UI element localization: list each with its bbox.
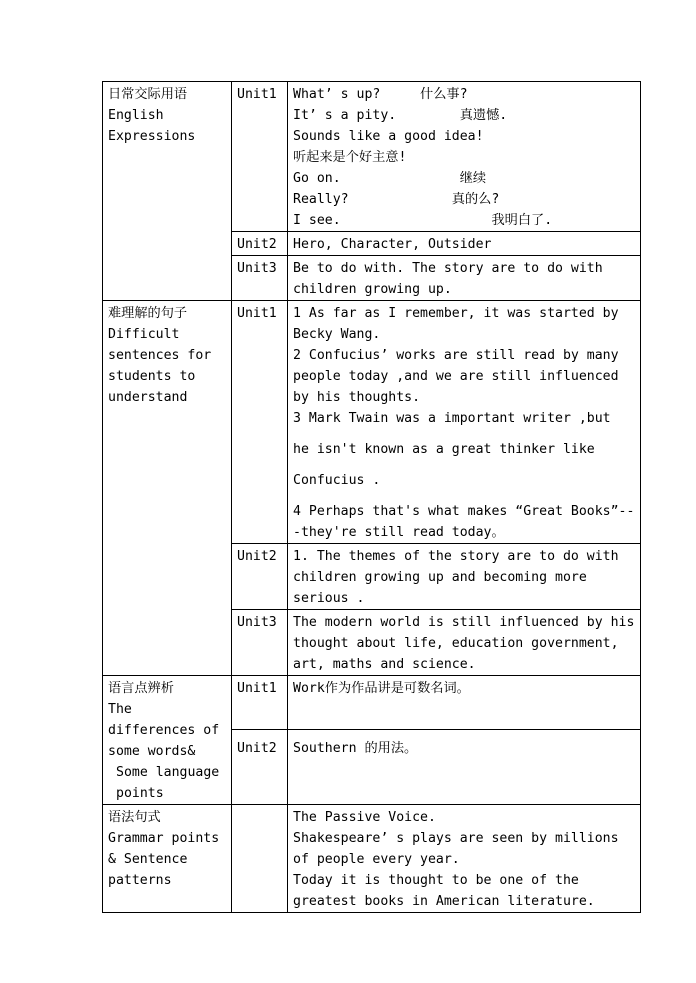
content-cell: Hero, Character, Outsider (288, 232, 641, 256)
sentence: 2 Confucius’ works are still read by many people today ,and we are still influenced by his thoughts. (293, 348, 619, 405)
expression-line: I see. 我明白了. (293, 213, 553, 228)
heading-en: understand (108, 390, 188, 405)
heading-en: Some language (116, 765, 220, 780)
sentence: he isn't known as a great thinker like (293, 442, 595, 457)
language-unit1-row (103, 676, 641, 730)
unit-label: Unit2 (232, 232, 288, 256)
heading-en: Expressions (108, 129, 196, 144)
grammar-line: Shakespeare’ s plays are seen by millions of people every year. (293, 831, 619, 867)
heading-en: Grammar points (108, 831, 220, 846)
heading-en: Difficult (108, 327, 180, 342)
heading-cn: 日常交际用语 (108, 87, 188, 102)
expression-line: Sounds like a good idea! (293, 129, 484, 144)
grammar-heading (103, 805, 232, 913)
content-cell (288, 82, 641, 232)
heading-en: students to (108, 369, 196, 384)
heading-cn: 难理解的句子 (108, 306, 188, 321)
difficult-sentences-heading (103, 301, 232, 676)
language-points-heading (103, 676, 232, 805)
difficult-unit1-row (103, 301, 641, 544)
unit-label: Unit1 (232, 82, 288, 232)
content-cell: The modern world is still influenced by his thought about life, education government, art, maths and science. (288, 610, 641, 676)
sentence: Confucius . (293, 473, 381, 488)
expression-line: What’ s up? 什么事? (293, 87, 468, 102)
unit-label: Unit1 (232, 301, 288, 544)
unit-label: Unit2 (232, 544, 288, 610)
daily-unit1-row (103, 82, 641, 232)
lesson-summary-table (102, 81, 641, 913)
unit-label-empty (232, 805, 288, 913)
grammar-row (103, 805, 641, 913)
sentence: 3 Mark Twain was a important writer ,but (293, 411, 611, 426)
heading-en: & Sentence (108, 852, 188, 867)
heading-en: some words& (108, 744, 196, 759)
heading-en: points (116, 786, 164, 801)
sentence: 4 Perhaps that's what makes “Great Books”---they're still read today。 (293, 504, 635, 540)
content-cell: Southern 的用法。 (288, 729, 641, 804)
content-cell (288, 805, 641, 913)
expression-line: Go on. 继续 (293, 171, 487, 186)
content-cell (288, 301, 641, 544)
unit-label: Unit2 (232, 729, 288, 804)
heading-en: The (108, 702, 132, 717)
content-cell: 1. The themes of the story are to do with children growing up and becoming more serious . (288, 544, 641, 610)
daily-expressions-heading (103, 82, 232, 301)
sentence: 1 As far as I remember, it was started by Becky Wang. (293, 306, 619, 342)
expression-line: Really? 真的么? (293, 192, 500, 207)
grammar-line: The Passive Voice. (293, 810, 436, 825)
unit-label: Unit3 (232, 256, 288, 301)
heading-en: patterns (108, 873, 172, 888)
heading-en: sentences for (108, 348, 212, 363)
content-cell: Be to do with. The story are to do with children growing up. (288, 256, 641, 301)
unit-label: Unit1 (232, 676, 288, 730)
expression-line: It’ s a pity. 真遗憾. (293, 108, 508, 123)
content-cell: Work作为作品讲是可数名词。 (288, 676, 641, 730)
heading-en: English (108, 108, 164, 123)
expression-line: 听起来是个好主意! (293, 150, 407, 165)
heading-cn: 语法句式 (108, 810, 161, 825)
unit-label: Unit3 (232, 610, 288, 676)
grammar-line: Today it is thought to be one of the greatest books in American literature. (293, 873, 595, 909)
heading-en: differences of (108, 723, 220, 738)
heading-cn: 语言点辨析 (108, 681, 174, 696)
